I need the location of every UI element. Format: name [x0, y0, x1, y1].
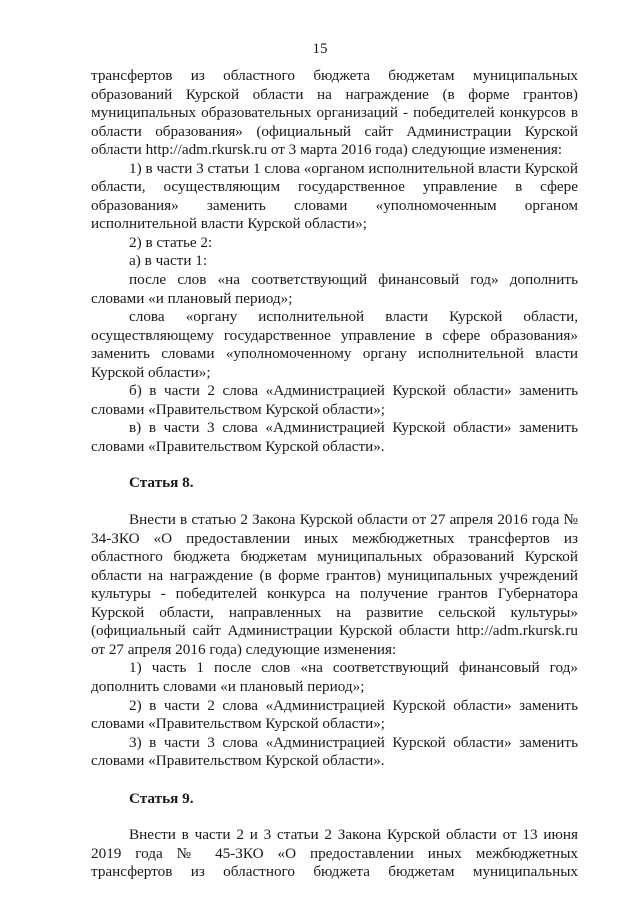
- intro-item-4: после слов «на соответствующий финансовый год» дополнить словами «и плановый период»;: [91, 271, 578, 307]
- page-number: 15: [312, 41, 328, 57]
- article-8-heading: Статья 8.: [129, 474, 194, 492]
- intro-item-5: слова «органу исполнительной власти Курской области, осуществляющему государственное управление в сфере образования» заменить словами «уполномоченному органу исполнительной власти Курской области»;: [91, 308, 578, 381]
- article-9-paragraph: Внести в части 2 и 3 статьи 2 Закона Курской области от 13 июня 2019 года № 45-ЗКО «О предоставлении иных межбюджетных трансфертов из областного бюджета бюджетам муниципальных: [91, 826, 578, 881]
- article-9-heading: Статья 9.: [129, 789, 194, 807]
- article-8-item-2: 2) в части 2 слова «Администрацией Курской области» заменить словами «Правительством Курской области»;: [91, 696, 578, 733]
- article-8-paragraph: Внести в статью 2 Закона Курской области от 27 апреля 2016 года № 34-ЗКО «О предоставлении иных межбюджетных трансфертов из областного бюджета бюджетам муниципальных образований Курской области на награждение (в форме грантов) муниципальных учреждений культуры - победителей конкурса на получение грантов Губернатора Курской области, направленных на развитие сельской культуры» (официальный сайт Администрации Курской области http://adm.rkursk.ru от 27 апреля 2016 года) следующие изменения:: [91, 511, 578, 658]
- intro-item-3: а) в части 1:: [129, 252, 208, 270]
- intro-item-2: 2) в статье 2:: [129, 233, 213, 251]
- document-body: [91, 67, 578, 882]
- intro-item-7: в) в части 3 слова «Администрацией Курской области» заменить словами «Правительством Курской области».: [91, 419, 578, 455]
- intro-item-1: 1) в части 3 статьи 1 слова «органом исполнительной власти Курской области, осуществляющим государственное управление в сфере образования» заменить словами «уполномоченным органом исполнительной власти Курской области»;: [91, 159, 578, 233]
- intro-item-6: б) в части 2 слова «Администрацией Курской области» заменить словами «Правительством Курской области»;: [91, 382, 578, 418]
- article-8-item-3: 3) в части 3 слова «Администрацией Курской области» заменить словами «Правительством Курской области».: [91, 733, 578, 770]
- intro-paragraph: трансфертов из областного бюджета бюджетам муниципальных образований Курской области на награждение (в форме грантов) муниципальных образовательных организаций - победителей конкурсов в области образования» (официальный сайт Администрации Курской области http://adm.rkursk.ru от 3 марта 2016 года) следующие изменения:: [91, 67, 578, 159]
- article-8-item-1: 1) часть 1 после слов «на соответствующий финансовый год» дополнить словами «и плановый период»;: [91, 659, 578, 695]
